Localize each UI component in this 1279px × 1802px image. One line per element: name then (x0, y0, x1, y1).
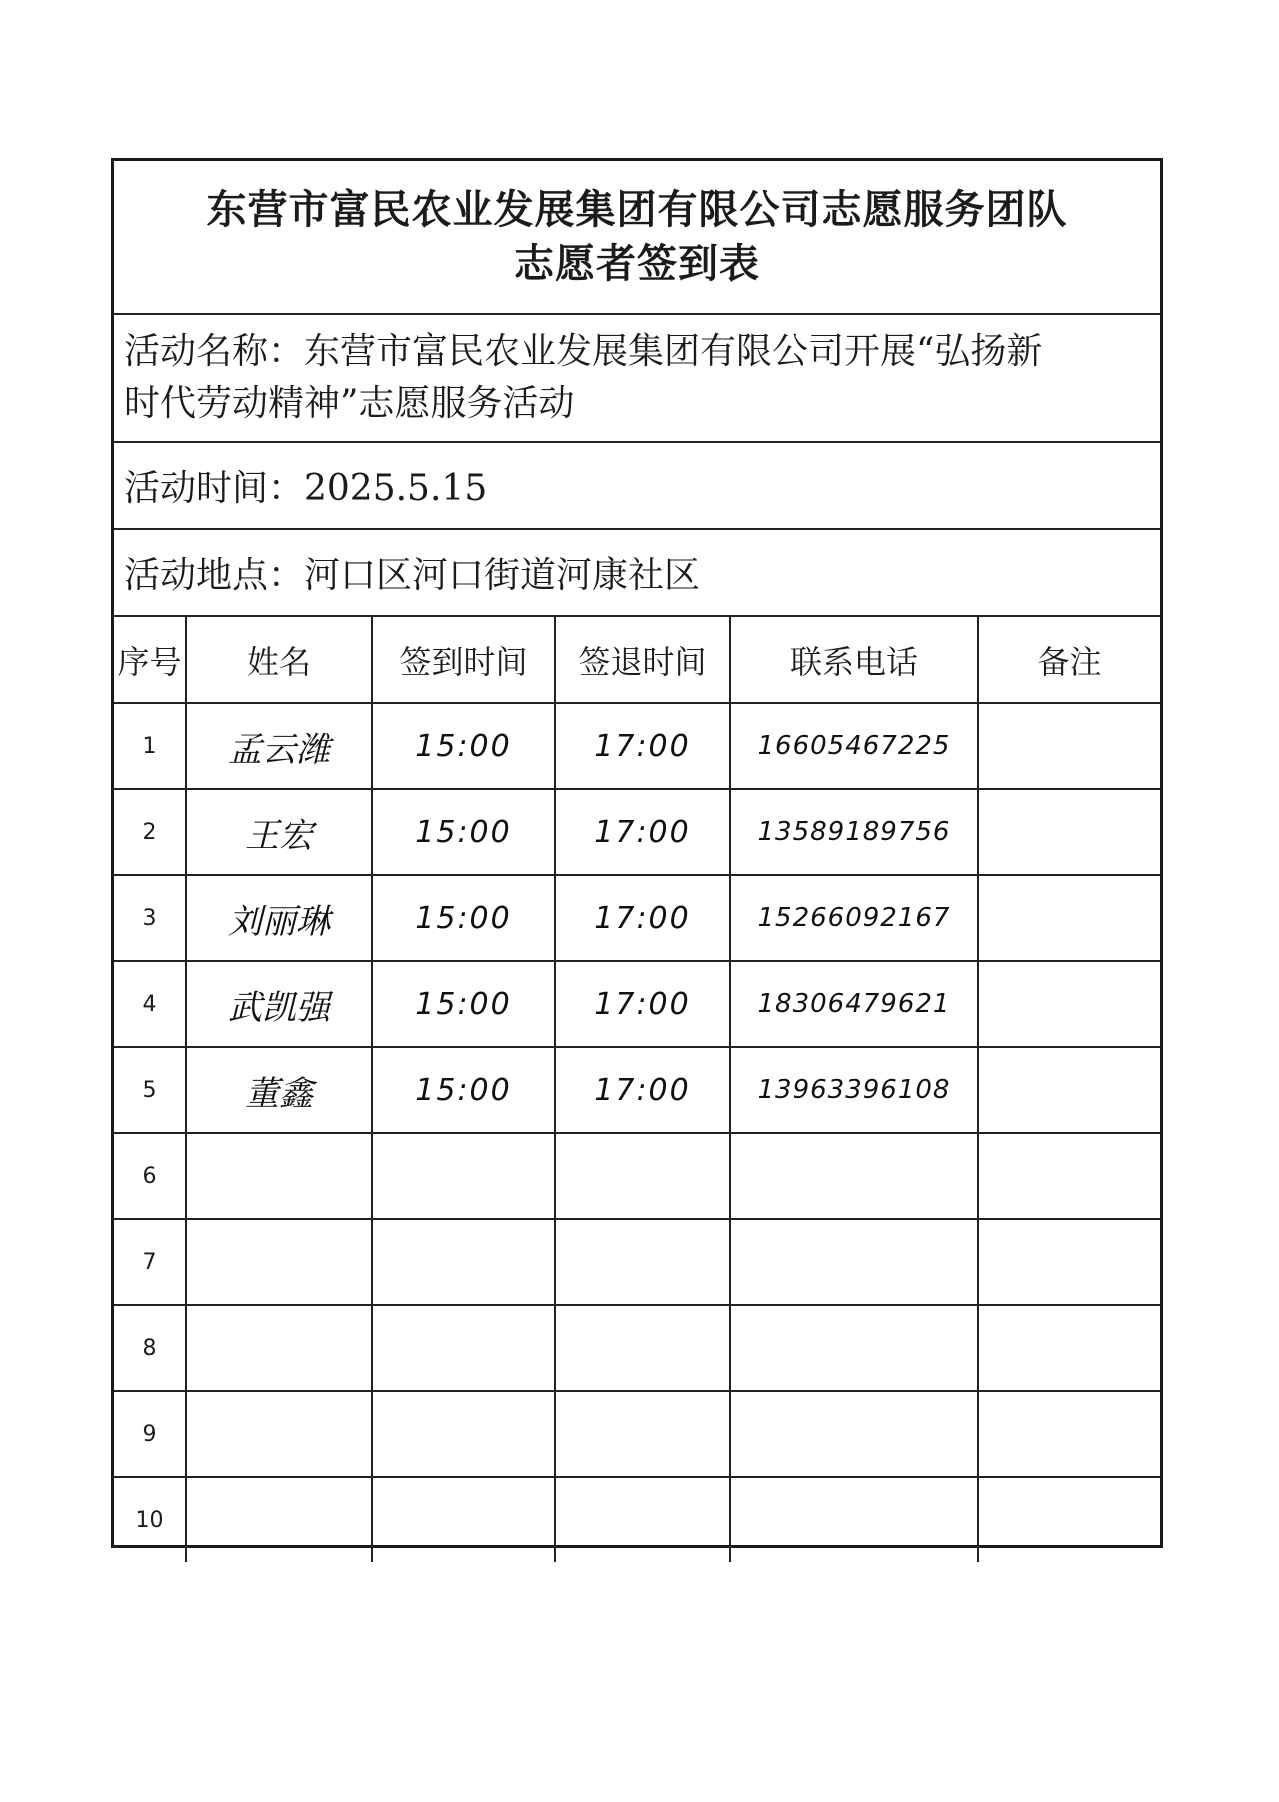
phone-number (730, 1305, 978, 1391)
row-index: 10 (114, 1477, 186, 1562)
note-cell (978, 1391, 1160, 1477)
activity-time: 活动时间：2025.5.15 (124, 468, 488, 509)
activity-place: 活动地点：河口区河口街道河康社区 (124, 555, 701, 596)
phone-number (730, 1391, 978, 1477)
row-index: 2 (114, 789, 186, 875)
sheet-subtitle: 志愿者签到表 (514, 241, 760, 287)
row-index: 9 (114, 1391, 186, 1477)
table-row (114, 789, 1160, 875)
table-row (114, 875, 1160, 961)
sign-in-time: 15:00 (372, 875, 555, 961)
note-cell (978, 1133, 1160, 1219)
sign-out-time (555, 1133, 730, 1219)
header-name: 姓名 (186, 617, 372, 703)
volunteer-table (114, 617, 1160, 1562)
phone-number: 18306479621 (730, 961, 978, 1047)
sign-out-time (555, 1477, 730, 1562)
row-index: 7 (114, 1219, 186, 1305)
phone-number (730, 1219, 978, 1305)
row-index: 5 (114, 1047, 186, 1133)
sign-in-time: 15:00 (372, 961, 555, 1047)
sign-out-time: 17:00 (555, 789, 730, 875)
sign-in-time (372, 1219, 555, 1305)
table-row (114, 1133, 1160, 1219)
volunteer-name (186, 1305, 372, 1391)
row-index: 6 (114, 1133, 186, 1219)
sign-out-time: 17:00 (555, 875, 730, 961)
volunteer-name (186, 1133, 372, 1219)
volunteer-name: 董鑫 (186, 1047, 372, 1133)
table-row (114, 1305, 1160, 1391)
table-row (114, 1477, 1160, 1562)
volunteer-name: 刘丽琳 (186, 875, 372, 961)
volunteer-name (186, 1477, 372, 1562)
volunteer-name (186, 1391, 372, 1477)
phone-number (730, 1477, 978, 1562)
note-cell (978, 703, 1160, 789)
volunteer-name: 王宏 (186, 789, 372, 875)
phone-number (730, 1133, 978, 1219)
sign-out-time (555, 1305, 730, 1391)
row-index: 4 (114, 961, 186, 1047)
note-cell (978, 961, 1160, 1047)
note-cell (978, 789, 1160, 875)
header-index: 序号 (114, 617, 186, 703)
sign-in-sheet (111, 158, 1163, 1548)
activity-name-line1: 活动名称：东营市富民农业发展集团有限公司开展“弘扬新 (124, 331, 1043, 372)
row-index: 8 (114, 1305, 186, 1391)
note-cell (978, 1477, 1160, 1562)
sign-in-time: 15:00 (372, 789, 555, 875)
header-sign-out: 签退时间 (555, 617, 730, 703)
sign-out-time (555, 1391, 730, 1477)
row-index: 1 (114, 703, 186, 789)
activity-name-row (114, 315, 1160, 443)
volunteer-name: 武凯强 (186, 961, 372, 1047)
phone-number: 15266092167 (730, 875, 978, 961)
table-row (114, 1391, 1160, 1477)
table-row (114, 1219, 1160, 1305)
header-note: 备注 (978, 617, 1160, 703)
volunteer-name (186, 1219, 372, 1305)
sign-in-time (372, 1477, 555, 1562)
title-block (114, 161, 1160, 315)
activity-time-row (114, 443, 1160, 530)
activity-name-line2: 时代劳动精神”志愿服务活动 (124, 383, 575, 424)
sign-in-time: 15:00 (372, 1047, 555, 1133)
table-row (114, 703, 1160, 789)
sign-in-time (372, 1305, 555, 1391)
phone-number: 16605467225 (730, 703, 978, 789)
note-cell (978, 1047, 1160, 1133)
sign-in-time (372, 1391, 555, 1477)
activity-place-row (114, 530, 1160, 617)
header-phone: 联系电话 (730, 617, 978, 703)
row-index: 3 (114, 875, 186, 961)
sign-out-time: 17:00 (555, 1047, 730, 1133)
header-sign-in: 签到时间 (372, 617, 555, 703)
sign-in-time: 15:00 (372, 703, 555, 789)
note-cell (978, 875, 1160, 961)
note-cell (978, 1305, 1160, 1391)
table-row (114, 961, 1160, 1047)
phone-number: 13963396108 (730, 1047, 978, 1133)
table-header-row (114, 617, 1160, 703)
sheet-title: 东营市富民农业发展集团有限公司志愿服务团队 (206, 187, 1068, 233)
sign-out-time: 17:00 (555, 961, 730, 1047)
volunteer-name: 孟云潍 (186, 703, 372, 789)
sign-in-time (372, 1133, 555, 1219)
phone-number: 13589189756 (730, 789, 978, 875)
sign-out-time (555, 1219, 730, 1305)
table-row (114, 1047, 1160, 1133)
note-cell (978, 1219, 1160, 1305)
sign-out-time: 17:00 (555, 703, 730, 789)
